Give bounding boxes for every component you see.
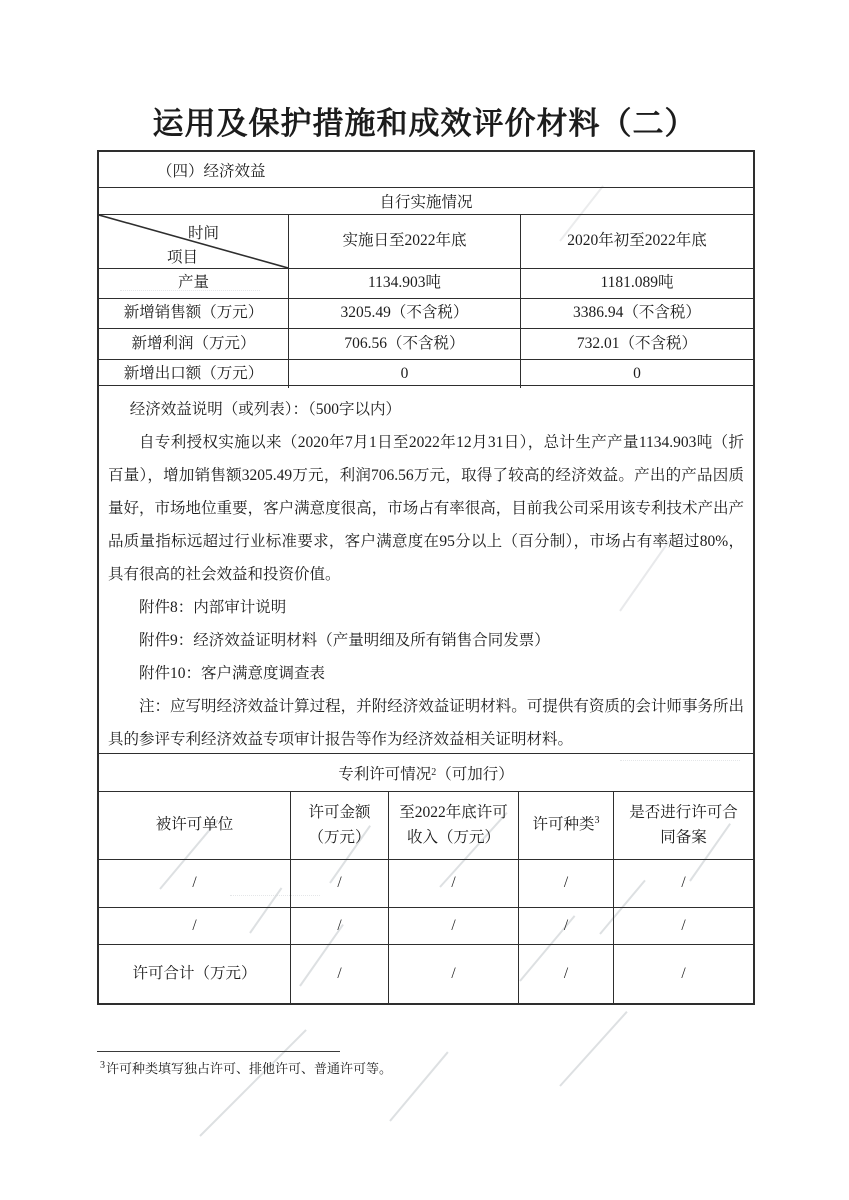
- scan-artifact-line: [199, 1029, 306, 1136]
- row-label: 产量: [99, 269, 289, 298]
- license-row: [99, 908, 753, 945]
- corner-label-time: 时间: [188, 225, 220, 242]
- benefit-description-cell: [99, 386, 753, 754]
- self-implementation-title-row: [99, 188, 753, 215]
- license-cell: /: [681, 964, 686, 982]
- row-value: 1134.903吨: [289, 269, 521, 298]
- footnote-text: 许可种类填写独占许可、排他许可、普通许可等。: [106, 1061, 393, 1076]
- license-cell: /: [389, 860, 519, 907]
- corner-label-item: 项目: [167, 249, 199, 266]
- row-value: 706.56（不含税）: [289, 329, 521, 359]
- table-row-output: [99, 269, 753, 299]
- license-cell: /: [681, 874, 686, 892]
- page-title: 运用及保护措施和成效评价材料（二）: [152, 106, 697, 142]
- benefit-note: 注：应写明经济效益计算过程，并附经济效益证明材料。可提供有资质的会计师事务所出具的参评专利经济效益专项审计报告等作为经济效益相关证明材料。: [108, 698, 744, 748]
- section-row: [99, 152, 753, 188]
- benefit-heading: 经济效益说明（或列表）：（500字以内）: [129, 401, 401, 418]
- column-header-period-1: 实施日至2022年底: [289, 215, 521, 268]
- license-title: 专利许可情况: [338, 765, 432, 783]
- attachment-item: 附件9：经济效益证明材料（产量明细及所有销售合同发票）: [139, 632, 550, 649]
- license-header-row: [99, 792, 753, 860]
- footnote-separator: [97, 1051, 340, 1052]
- license-cell: /: [519, 860, 614, 907]
- row-value: 0: [633, 365, 641, 382]
- license-cell: /: [291, 860, 389, 907]
- license-cell: /: [291, 908, 389, 944]
- license-row: [99, 860, 753, 908]
- license-total-label: 许可合计（万元）: [99, 945, 291, 1003]
- license-total-row: [99, 945, 753, 1003]
- license-cell: /: [681, 916, 686, 934]
- row-label: 新增利润（万元）: [99, 329, 289, 359]
- license-cell: /: [99, 860, 291, 907]
- self-implementation-title: 自行实施情况: [379, 194, 473, 211]
- table-row-export: [99, 360, 753, 386]
- row-label: 新增销售额（万元）: [99, 299, 289, 328]
- attachment-item: 附件8：内部审计说明: [139, 599, 287, 616]
- license-cell: /: [519, 945, 614, 1003]
- license-title-row: 专利许可情况 2 （可加行）: [99, 754, 753, 792]
- license-cell: /: [389, 908, 519, 944]
- col-header-license-amount: 许可金额（万元）: [291, 792, 389, 859]
- attachment-item: 附件10：客户满意度调查表: [139, 665, 326, 682]
- license-cell: /: [99, 908, 291, 944]
- col-header-licensee: 被许可单位: [99, 792, 291, 859]
- footnote: [100, 1058, 392, 1077]
- section-label: （四）经济效益: [157, 162, 266, 180]
- table-row-profit: [99, 329, 753, 360]
- row-label: 新增出口额（万元）: [99, 360, 289, 388]
- license-type-footnote-marker: 3: [594, 815, 600, 827]
- col-header-record-filing: 是否进行许可合同备案: [629, 804, 738, 846]
- table-row-sales: [99, 299, 753, 329]
- corner-cell: [99, 215, 289, 268]
- scan-artifact-line: [559, 1011, 627, 1087]
- scan-artifact-line: [389, 1051, 448, 1121]
- row-value: 732.01（不含税）: [576, 334, 698, 352]
- self-implementation-header-row: [99, 215, 753, 269]
- footnote-marker: 3: [100, 1059, 105, 1071]
- license-cell: /: [389, 945, 519, 1003]
- benefit-paragraph: 自专利授权实施以来（2020年7月1日至2022年12月31日），总计生产产量1134.903吨（折百量），增加销售额3205.49万元，利润706.56万元，取得了较高的经济效益。产出的产品因质量好，市场地位重要，客户满意度很高，市场占有率很高，目前我公司采用该专利技术产出产品质量指标远超过行业标准要求，客户满意度在95分以上（百分制），市场占有率超过80%，具有很高的社会效益和投资价值。: [108, 434, 744, 583]
- main-form-table: [97, 150, 755, 1005]
- row-value: 3386.94（不含税）: [573, 304, 701, 322]
- license-cell: /: [291, 945, 389, 1003]
- license-cell: /: [519, 908, 614, 944]
- row-value: 1181.089吨: [600, 274, 674, 292]
- col-header-license-income: 至2022年底许可收入（万元）: [389, 792, 519, 859]
- license-title-suffix: （可加行）: [436, 765, 514, 783]
- column-header-period-2: 2020年初至2022年底: [567, 232, 707, 250]
- col-header-license-type: 许可种类$^3$: [519, 792, 614, 859]
- row-value: 0: [289, 360, 521, 388]
- row-value: 3205.49（不含税）: [289, 299, 521, 328]
